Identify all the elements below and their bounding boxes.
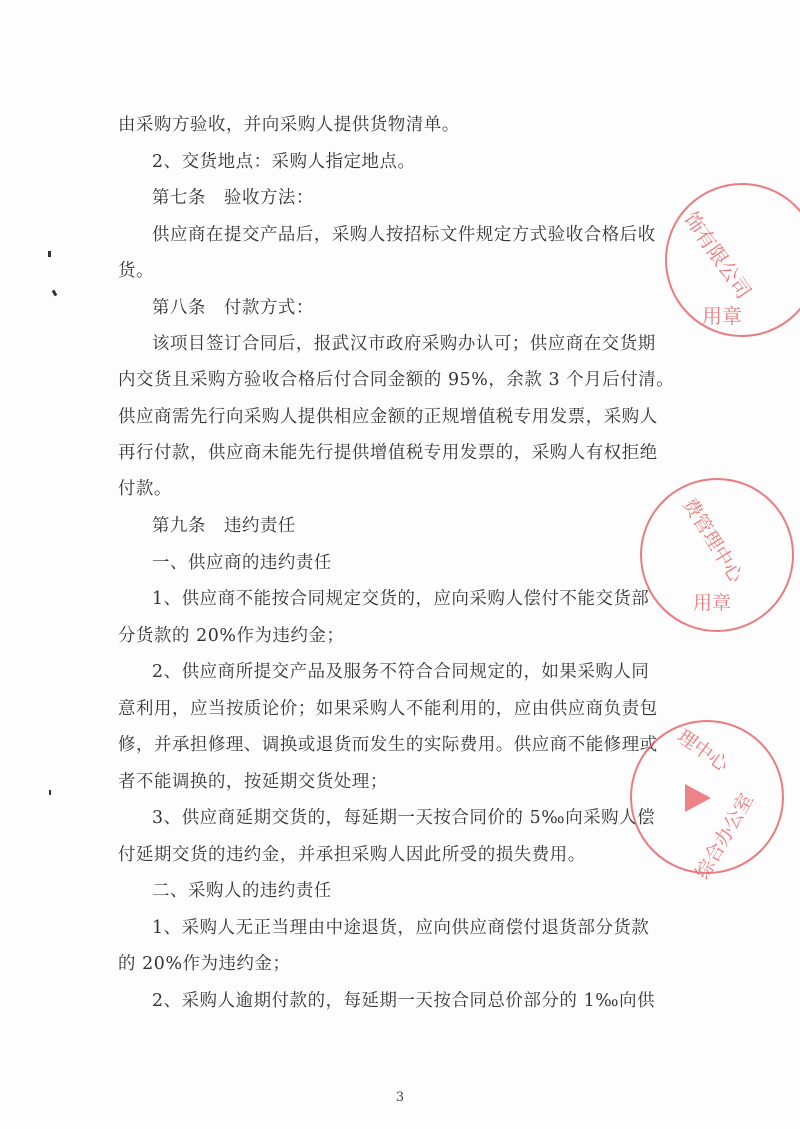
company-seal-arc-text: 饰有限公司: [679, 207, 757, 303]
subsection-heading: 一、供应商的违约责任: [152, 553, 332, 573]
page-number: 3: [395, 1090, 405, 1105]
subsection-heading: 二、采购人的违约责任: [152, 881, 332, 901]
paragraph-line: 意利用，应当按质论价；如果采购人不能利用的，应由供应商负责包: [118, 699, 658, 719]
paragraph-line: 分货款的 20%作为违约金；: [118, 626, 345, 646]
paragraph-line: 付款。: [118, 479, 172, 499]
paragraph-line: 修，并承担修理、调换或退货而发生的实际费用。供应商不能修理或: [118, 735, 658, 755]
paragraph-line: 内交货且采购方验收合格后付合同金额的 95%，余款 3 个月后付清。: [118, 370, 675, 390]
paragraph-line: 者不能调换的，按延期交货处理；: [118, 772, 388, 792]
section-heading-article-8: 第八条 付款方式：: [152, 298, 314, 318]
section-heading-article-9: 第九条 违约责任: [152, 516, 296, 536]
paragraph-line: 的 20%作为违约金；: [118, 954, 291, 974]
paragraph-line: 2、采购人逾期付款的，每延期一天按合同总价部分的 1‰向供: [152, 991, 656, 1011]
scan-mark: [48, 251, 51, 257]
management-center-seal-center-text: 用章: [693, 592, 732, 614]
scan-mark: [49, 790, 51, 795]
scan-mark: [52, 290, 58, 297]
office-seal-bottom-text: 综合办公室: [691, 789, 759, 883]
management-center-seal-arc-text: 费管理中心: [677, 494, 747, 587]
paragraph-line: 2、交货地点：采购人指定地点。: [152, 152, 416, 172]
paragraph-line: 2、供应商所提交产品及服务不符合合同规定的，如果采购人同: [152, 662, 650, 682]
section-heading-article-7: 第七条 验收方法：: [152, 188, 314, 208]
paragraph-line: 1、采购人无正当理由中途退货，应向供应商偿付退货部分货款: [152, 918, 650, 938]
office-seal-arc-text: 理中心: [673, 725, 733, 777]
paragraph-line: 再行付款，供应商未能先行提供增值税专用发票的，采购人有权拒绝: [118, 443, 658, 463]
paragraph-line: 1、供应商不能按合同规定交货的，应向采购人偿付不能交货部: [152, 589, 650, 609]
paragraph-line: 货。: [118, 261, 154, 281]
paragraph-line: 付延期交货的违约金，并承担采购人因此所受的损失费用。: [118, 845, 586, 865]
paragraph-line: 3、供应商延期交货的，每延期一天按合同价的 5‰向采购人偿: [152, 808, 656, 828]
star-icon: [685, 784, 711, 812]
paragraph-line: 该项目签订合同后，报武汉市政府采购办认可；供应商在交货期: [152, 334, 656, 354]
paragraph-line: 由采购方验收，并向采购人提供货物清单。: [118, 115, 460, 135]
company-seal-center-text: 用章: [702, 304, 742, 328]
paragraph-line: 供应商在提交产品后，采购人按招标文件规定方式验收合格后收: [152, 225, 656, 245]
paragraph-line: 供应商需先行向采购人提供相应金额的正规增值税专用发票，采购人: [118, 407, 658, 427]
